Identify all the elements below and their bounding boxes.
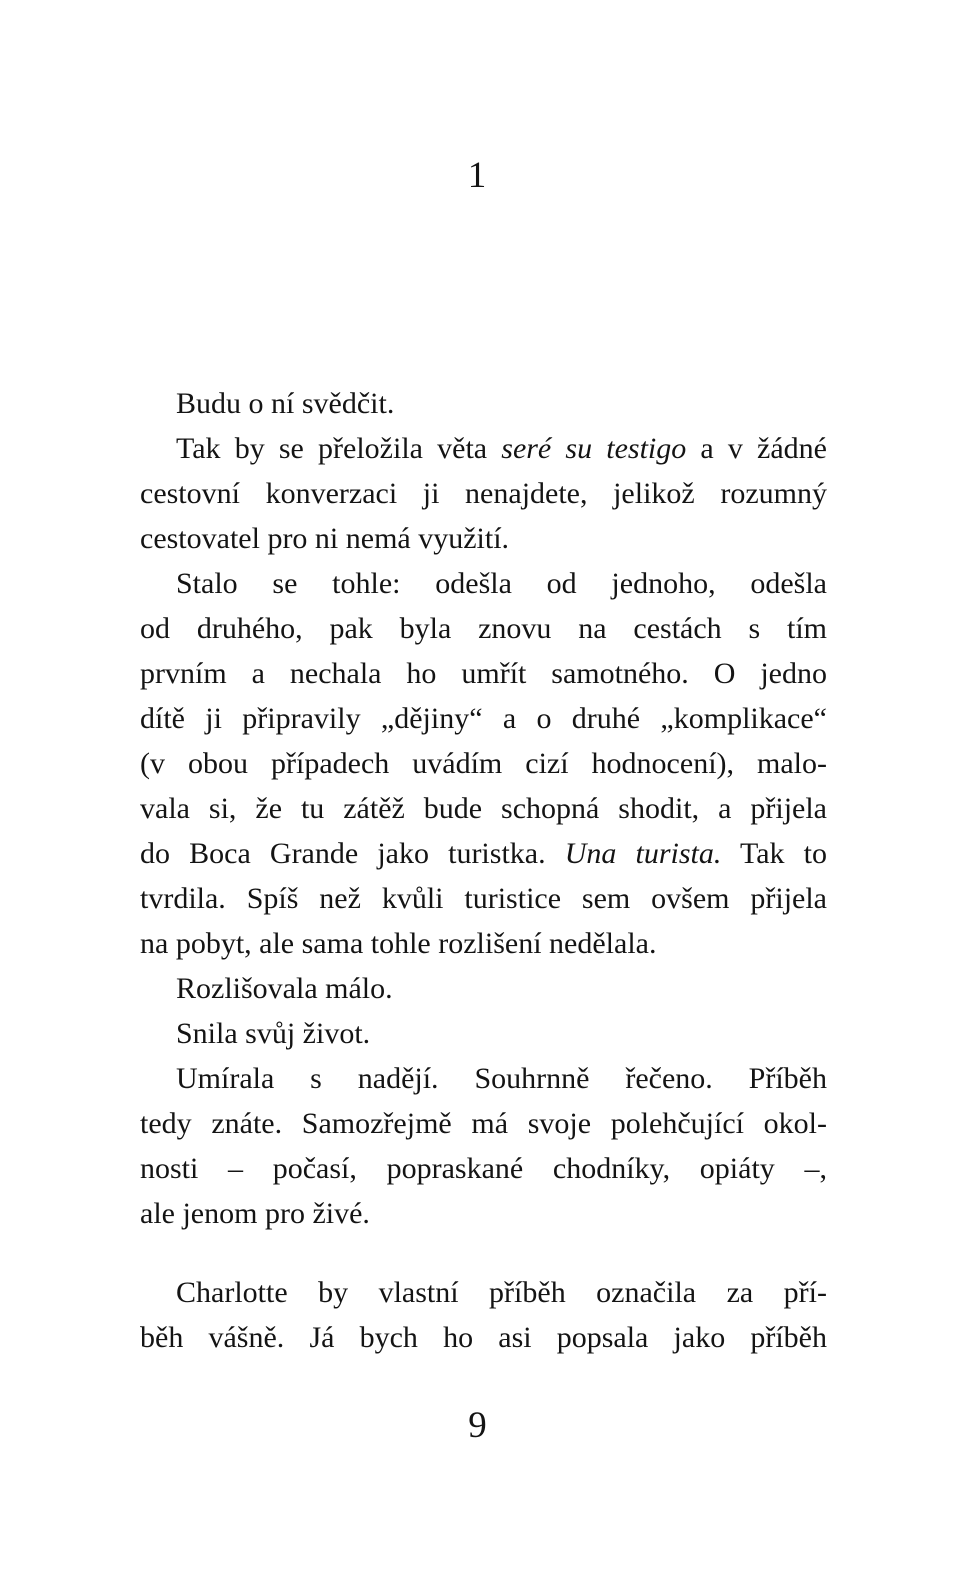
text-segment: cestovatel pro ni nemá využití. <box>140 522 510 555</box>
text-line <box>140 1056 827 1101</box>
chapter-number: 1 <box>467 155 488 196</box>
paragraph <box>140 426 827 561</box>
text-segment: běh vášně. Já bych ho asi popsala jako příběh <box>140 1321 827 1354</box>
text-segment: tedy znáte. Samozřejmě má svoje polehčující okol- <box>140 1107 827 1140</box>
text-segment: Rozlišovala málo. <box>176 972 393 1005</box>
text-line <box>140 876 827 921</box>
page-number: 9 <box>468 1405 487 1446</box>
text-segment: Budu o ní svědčit. <box>176 387 395 420</box>
paragraph <box>140 966 827 1011</box>
paragraph <box>140 561 827 966</box>
paragraph <box>140 1011 827 1056</box>
text-line <box>140 921 827 966</box>
text-segment: Tak to <box>721 837 827 870</box>
text-line <box>140 696 827 741</box>
text-segment: Snila svůj život. <box>176 1017 371 1050</box>
text-block <box>140 381 827 1360</box>
text-segment: ale jenom pro živé. <box>140 1197 370 1230</box>
text-line <box>140 1101 827 1146</box>
text-line <box>140 426 827 471</box>
text-segment: Stalo se tohle: odešla od jednoho, odešla <box>176 567 827 600</box>
italic-phrase: Una turista. <box>564 837 722 870</box>
text-line <box>140 1146 827 1191</box>
text-line <box>140 786 827 831</box>
text-line <box>140 651 827 696</box>
text-segment: (v obou případech uvádím cizí hodnocení), malo- <box>140 747 827 780</box>
text-line <box>140 741 827 786</box>
text-line <box>140 516 827 561</box>
text-line <box>140 606 827 651</box>
text-segment: a v žádné <box>686 432 827 465</box>
text-segment: cestovní konverzaci ji nenajdete, jelikož rozumný <box>140 477 827 510</box>
text-line <box>140 831 827 876</box>
text-segment: do Boca Grande jako turistka. <box>140 837 565 870</box>
text-segment: tvrdila. Spíš než kvůli turistice sem ovšem přijela <box>140 882 827 915</box>
text-line <box>140 381 827 426</box>
italic-phrase: seré su testigo <box>501 432 687 465</box>
text-line <box>140 561 827 606</box>
paragraph <box>140 1056 827 1236</box>
text-line <box>140 1191 827 1236</box>
text-segment: Tak by se přeložila věta <box>176 432 502 465</box>
text-segment: Charlotte by vlastní příběh označila za pří- <box>176 1276 827 1309</box>
text-segment: na pobyt, ale sama tohle rozlišení nedělala. <box>140 927 657 960</box>
text-line <box>140 1270 827 1315</box>
paragraph <box>140 381 827 426</box>
text-line <box>140 1011 827 1056</box>
text-segment: nosti – počasí, popraskané chodníky, opiáty –, <box>140 1152 827 1185</box>
text-line <box>140 471 827 516</box>
text-segment: prvním a nechala ho umřít samotného. O jedno <box>140 657 827 690</box>
text-line <box>140 1315 827 1360</box>
paragraph <box>140 1270 827 1360</box>
text-segment: dítě ji připravily „dějiny“ a o druhé „komplikace“ <box>140 702 827 735</box>
text-segment: vala si, že tu zátěž bude schopná shodit, a přijela <box>140 792 827 825</box>
text-line <box>140 966 827 1011</box>
text-segment: od druhého, pak byla znovu na cestách s tím <box>140 612 827 645</box>
text-segment: Umírala s nadějí. Souhrnně řečeno. Příběh <box>176 1062 827 1095</box>
